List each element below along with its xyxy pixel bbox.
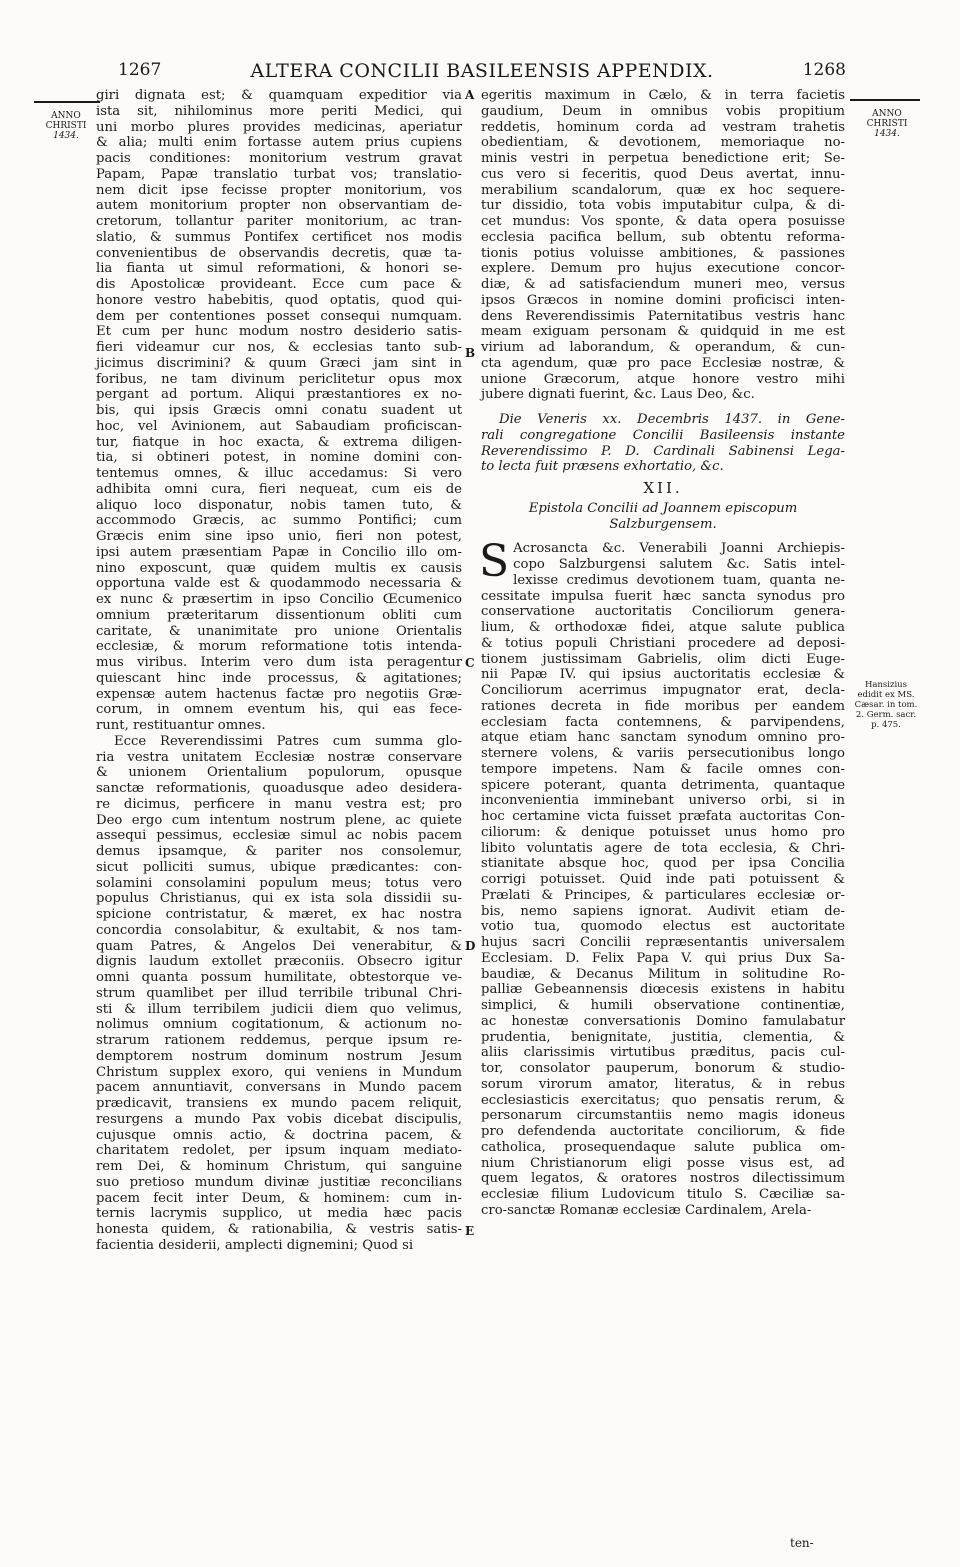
text-line: honore vestro habebitis, quod optatis, quod qui- xyxy=(96,292,462,308)
text-line: mus viribus. Interim vero dum ista peragentur xyxy=(96,655,462,670)
text-line: expensæ autem hactenus factæ pro negotiis Græ- xyxy=(96,686,462,702)
text-line: omnium præteritarum dissentionum obliti cum xyxy=(96,607,462,623)
text-line: to lecta fuit præsens exhortatio, &c. xyxy=(481,459,724,475)
section-letter-c: C xyxy=(465,656,475,670)
text-line: convenientibus de observandis decretis, quæ ta- xyxy=(96,245,462,261)
text-line: Conciliorum acerrimus impugnator erat, decla- xyxy=(481,683,845,698)
text-line: foribus, ne tam divinum periclitetur opus mox xyxy=(96,371,462,387)
margin-rule-right xyxy=(850,99,920,101)
page-number-right: 1268 xyxy=(802,60,846,80)
text-line: quiescant hinc inde processus, & agitationes; xyxy=(96,670,462,686)
text-line: slatio, & summus Pontifex certificet nos modis xyxy=(96,229,462,245)
text-line: aliquo loco disponatur, nobis tamen tuto, & xyxy=(96,497,462,513)
paragraph-gap xyxy=(481,532,845,541)
text-line: corrigi potuisset. Quid inde pati potuissent & xyxy=(481,872,845,887)
text-line: ecclesia pacifica bellum, sub obtentu reforma- xyxy=(481,229,845,245)
text-line: simplici, & humili observatione continentiæ, xyxy=(481,998,845,1013)
text-line: accommodo Græcis, ac summo Pontifici; cum xyxy=(96,513,462,529)
text-line: cta agendum, quæ pro pace Ecclesiæ nostræ, & xyxy=(481,355,845,371)
section-letter-d: D xyxy=(465,939,476,953)
text-line: Græcis enim sine ipso unio, fieri non potest, xyxy=(96,529,462,544)
text-line: demus ipsamque, & pariter nos consolemur, xyxy=(96,844,462,859)
margin-christi: CHRISTI xyxy=(45,121,87,131)
text-line: pergant ad portum. Aliqui præstantiores ex no- xyxy=(96,387,462,403)
text-line: personarum circumstantiis nemo magis idoneus xyxy=(481,1108,845,1124)
text-line: pacem annuntiavit, conversans in Mundo pacem xyxy=(96,1080,462,1096)
section-letter-a: A xyxy=(465,88,475,102)
text-line: prudentia, benignitate, justitia, clementia, & xyxy=(481,1029,845,1045)
text-line: hujus sacri Concilii repræsentantis universalem xyxy=(481,935,845,950)
text-line: diæ, & ad satisfaciendum muneri meo, versus xyxy=(481,277,845,292)
text-line: votio tua, quomodo electus est auctoritate xyxy=(481,919,845,935)
text-line: baudiæ, & Decanus Militum in solitudine Ro- xyxy=(481,966,845,982)
text-line: tur dissidio, tota vobis imputabitur culpa, & di- xyxy=(481,198,845,214)
text-line: Christum supplex exoro, qui veniens in Mundum xyxy=(96,1064,462,1080)
text-line: cus vero si feceritis, quod Deus avertat, innu- xyxy=(481,166,845,182)
margin-source-note xyxy=(850,680,922,730)
text-line: tentemus omnes, & illuc accedamus: Si vero xyxy=(96,466,462,481)
text-line: Et cum per hunc modum nostro desiderio satis- xyxy=(96,324,462,340)
text-line: Ecce Reverendissimi Patres cum summa glo- xyxy=(114,733,462,749)
text-line: ciliorum: & denique potuisset unus homo pro xyxy=(481,824,845,840)
text-line: palliæ Gebeannensis diœcesis existens in habitu xyxy=(481,982,845,998)
text-line: egeritis maximum in Cælo, & in terra facietis xyxy=(481,88,845,103)
text-line: tor, consolator pauperum, bonorum & studio- xyxy=(481,1061,845,1076)
text-line: assequi pessimus, ecclesiæ simul ac nobis pacem xyxy=(96,828,462,844)
section-title-line: Epistola Concilii ad Joannem episcopum xyxy=(528,500,798,516)
text-line: spicione contristatur, & mæret, ex hac nostra xyxy=(96,907,462,922)
text-line: uni morbo plures provides medicinas, aperiatur xyxy=(96,119,462,135)
margin-year-left xyxy=(34,111,98,141)
text-line: honesta quidem, & rationabilia, & vestris satis- xyxy=(96,1222,462,1237)
text-line: quem legatos, & oratores nostros dilectissimum xyxy=(481,1171,845,1187)
text-line: jicimus discrimini? & quum Græci jam sint in xyxy=(96,355,462,371)
text-line: Reverendissimo P. D. Cardinali Sabinensi Lega- xyxy=(481,443,845,459)
catchword: ten- xyxy=(790,1536,814,1550)
text-line: tempore impetens. Nam & facile omnes con- xyxy=(481,761,845,777)
text-line: atque etiam hanc sanctam synodum omnino pro- xyxy=(481,730,845,746)
text-line: tur, fiatque in hoc exacta, & extrema diligen- xyxy=(96,434,462,450)
text-line: nolimus omnium cogitationum, & actionum no- xyxy=(96,1017,462,1033)
text-line: caritate, & unanimitate pro unione Orientalis xyxy=(96,623,462,639)
text-line: bis, qui ipsis Græcis omni conatu suadent ut xyxy=(96,403,462,418)
text-line: reddetis, hominum corda ad vestram trahetis xyxy=(481,119,845,135)
text-line: ecclesiam facta contemnens, & parvipendens, xyxy=(481,714,845,730)
text-line: jubere dignati fuerint, &c. Laus Deo, &c. xyxy=(481,387,755,403)
text-line: Acrosancta &c. Venerabili Joanni Archiepis- xyxy=(513,541,845,557)
margin-note-line: p. 475. xyxy=(871,720,901,730)
left-text-column xyxy=(96,88,462,1254)
page-number-left: 1267 xyxy=(118,60,162,80)
text-line: re dicimus, perficere in manu vestra est; pro xyxy=(96,796,462,812)
text-line: cujusque omnis actio, & doctrina pacem, & xyxy=(96,1127,462,1143)
exhortation-ending xyxy=(481,88,845,403)
text-line: ista sit, nihilominus more periti Medici, qui xyxy=(96,103,462,119)
text-line: meam exiguam personam & quidquid in me est xyxy=(481,324,845,340)
text-line: resurgens a mundo Pax vobis dicebat discipulis, xyxy=(96,1111,462,1127)
text-line: facientia desiderii, amplecti dignemini; Quod si xyxy=(96,1237,414,1253)
text-line: charitatem redolet, per ipsum inquam mediato- xyxy=(96,1143,462,1159)
text-line: suo pretioso mundum divinæ justitiæ reconcilians xyxy=(96,1174,462,1190)
text-line: copo Salzburgensi salutem &c. Satis intel- xyxy=(513,557,845,572)
margin-year: 1434. xyxy=(874,129,900,139)
text-line: cretorum, tollantur pariter monitorium, ac tran- xyxy=(96,214,462,229)
text-line: explere. Demum pro hujus executione concor- xyxy=(481,261,845,277)
text-line: prædicavit, transiens ex mundo pacem reliquit, xyxy=(96,1096,462,1111)
section-number: XII. xyxy=(643,479,683,497)
text-line: strarum rationem reddemus, perque ipsum re- xyxy=(96,1033,462,1048)
text-line: tia, si obtineri potest, in nomine domini con- xyxy=(96,450,462,466)
text-line: Ecclesiam. D. Felix Papa V. qui prius Dux Sa- xyxy=(481,950,845,966)
text-line: nino exposcunt, quæ quidem multis ex causis xyxy=(96,560,462,576)
text-line: cro-sanctæ Romanæ ecclesiæ Cardinalem, Arela- xyxy=(481,1202,812,1218)
text-line: omni quanta possum humilitate, obtestorque ve- xyxy=(96,970,462,985)
text-line: virium ad laborandum, & operandum, & cun- xyxy=(481,340,845,355)
date-note xyxy=(481,412,845,475)
letter-lines xyxy=(479,536,845,1218)
text-line: opportuna valde est & quodammodo necessaria & xyxy=(96,576,462,592)
text-line: fieri videamur cur nos, & ecclesias tanto sub- xyxy=(96,340,462,355)
running-header xyxy=(118,60,846,84)
text-line: ecclesiæ, & morum reformatione totis intenda- xyxy=(96,639,462,655)
text-line: lia fianta ut simul reformationi, & honori se- xyxy=(96,261,462,277)
text-line: nem dicit ipse fecisse propter monitorium, vos xyxy=(96,182,462,198)
text-line: nium Christianorum eligi posse visus est, ad xyxy=(481,1155,845,1171)
text-line: ex nunc & præsertim in ipso Concilio Œcumenico xyxy=(96,592,462,607)
margin-rule-left xyxy=(34,101,100,103)
section-title-line: Salzburgensem. xyxy=(609,516,717,532)
text-line: rali congregatione Concilii Basileensis instante xyxy=(481,427,845,443)
right-text-column xyxy=(481,88,845,1219)
text-line: ecclesiasticis exercitatus; quo pensatis rerum, & xyxy=(481,1092,845,1108)
letter-body xyxy=(479,536,845,1218)
margin-anno: ANNO xyxy=(51,111,81,121)
text-line: corum, in omnem eventum his, qui eas fece- xyxy=(96,702,462,718)
margin-note-line: Hansizius xyxy=(864,680,908,690)
text-line: runt, restituantur omnes. xyxy=(96,718,266,733)
margin-note-line: edidit ex MS. xyxy=(857,690,915,700)
text-line: lium, & orthodoxæ fidei, atque salute publica xyxy=(481,620,845,635)
text-line: cet mundus: Vos sponte, & data opera posuisse xyxy=(481,214,845,229)
text-line: adhibita omni cura, fieri nequeat, cum eis de xyxy=(96,481,462,497)
paragraph-gap xyxy=(481,403,845,412)
text-line: rationes decreta in fide moribus per eandem xyxy=(481,698,845,714)
text-line: nii Papæ IV. qui ipsius auctoritatis ecclesiæ & xyxy=(481,667,845,683)
text-line: demptorem nostrum dominum nostrum Jesum xyxy=(96,1048,462,1064)
running-title: ALTERA CONCILII BASILEENSIS APPENDIX. xyxy=(250,60,714,82)
text-line: pacem fecit inter Deum, & hominem: cum in- xyxy=(96,1190,462,1206)
text-line: Papam, Papæ translatio turbat vos; translatio- xyxy=(96,166,462,182)
text-line: unione Græcorum, atque honore vestro mihi xyxy=(481,371,845,387)
text-line: hoc, vel Avinionem, aut Sabaudiam proficiscan- xyxy=(96,418,462,434)
text-line: sorum virorum amator, literatus, & in rebus xyxy=(481,1076,845,1092)
text-line: catholica, prosequendaque salute publica om- xyxy=(481,1139,845,1155)
text-line: ipsos Græcos in nomine domini proficisci inten- xyxy=(481,292,845,308)
text-line: dignis laudum extollet præconiis. Obsecro igitur xyxy=(96,954,462,970)
margin-note-line: Cæsar. in tom. xyxy=(854,700,918,710)
text-line: minis vestri in perpetua benedictione erit; Se- xyxy=(481,151,845,166)
text-line: dem per contentiones posset consequi numquam. xyxy=(96,308,462,324)
text-line: bis, nemo sapiens ignorat. Audivit etiam de- xyxy=(481,903,845,919)
text-line: spicere poterant, quanta detrimenta, quantaque xyxy=(481,777,845,793)
text-line: populus Christianus, qui ex ista sola dissidii su- xyxy=(96,891,462,907)
text-line: & unionem Orientalium populorum, opusque xyxy=(96,765,462,781)
section-letter-b: B xyxy=(465,346,476,360)
text-line: autem monitorium propter non observantiam de- xyxy=(96,198,462,214)
text-line: sicut polliciti sumus, ubique prædicantes: con- xyxy=(96,859,462,875)
text-line: merabilium scandalorum, quæ ex hoc sequere- xyxy=(481,182,845,198)
section-letter-e: E xyxy=(465,1224,475,1238)
text-line: libito voluntatis agere de tota ecclesia, & Chri- xyxy=(481,840,845,856)
text-line: & totius populi Christiani procedere ad deposi- xyxy=(481,635,845,651)
text-line: tionem justissimam Gabrielis, olim dicti Euge- xyxy=(481,651,845,667)
text-line: sternere volens, & variis persecutionibus longo xyxy=(481,746,845,761)
text-line: sti & illum terribilem judicii diem quo velimus, xyxy=(96,1001,462,1017)
text-line: ternis lacrymis supplico, ut media hæc pacis xyxy=(96,1206,462,1222)
margin-christi: CHRISTI xyxy=(866,119,908,129)
text-line: obedientiam, & devotionem, memoriaque no- xyxy=(481,135,845,151)
text-line: dis Apostolicæ provideant. Ecce cum pace & xyxy=(96,277,462,292)
text-line: dens Reverendissimis Paternitatibus vestris hanc xyxy=(481,308,845,324)
text-line: solamini consolamini populum meus; totus vero xyxy=(96,875,462,891)
text-line: hoc certamine victa fuisset præfata auctoritas Con- xyxy=(481,809,845,824)
text-line: pacis conditiones: monitorium vestrum gravat xyxy=(96,151,462,166)
text-line: Die Veneris xx. Decembris 1437. in Gene- xyxy=(499,412,845,427)
text-line: sanctæ reformationis, quoadusque adeo desidera- xyxy=(96,781,462,796)
text-line: ipsi autem præsentiam Papæ in Concilio illo om- xyxy=(96,544,462,560)
text-line: concordia consolabitur, & exultabit, & nos tam- xyxy=(96,922,462,938)
text-line: giri dignata est; & quamquam expeditior via xyxy=(96,88,462,103)
text-line: gaudium, Deum in omnibus vobis propitium xyxy=(481,103,845,119)
margin-anno: ANNO xyxy=(872,109,902,119)
text-line: cessitate impulsa fuerit hæc sancta synodus pro xyxy=(481,588,845,604)
text-line: & alia; multi enim fortasse autem prius cupiens xyxy=(96,135,462,151)
margin-note-line: 2. Germ. sacr. xyxy=(855,710,917,720)
text-line: Prælati & Principes, & particulares ecclesiæ or- xyxy=(481,887,845,903)
text-line: stianitate absque hoc, quod per ipsa Concilia xyxy=(481,856,845,872)
text-line: rem Dei, & hominum Christum, qui sanguine xyxy=(96,1159,462,1174)
text-line: Deo ergo cum intentum nostrum plene, ac quiete xyxy=(96,812,462,828)
text-line: pro defendenda auctoritate conciliorum, & fide xyxy=(481,1124,845,1139)
text-line: lexisse credimus devotionem tuam, quanta ne- xyxy=(513,572,845,588)
text-line: aliis clarissimis virtutibus præditus, pacis cul- xyxy=(481,1045,845,1061)
margin-year-right xyxy=(852,109,922,139)
text-line: strum quamlibet per illud terribile tribunal Chri- xyxy=(96,985,462,1001)
text-line: inconvenientia imminebant universo orbi, si in xyxy=(481,793,845,809)
margin-year: 1434. xyxy=(53,131,79,141)
text-line: tionis potius voluisse ambitiones, & passiones xyxy=(481,245,845,261)
text-line: ria vestra unitatem Ecclesiæ nostræ conservare xyxy=(96,749,462,765)
text-line: ac honestæ conversationis Domino famulabatur xyxy=(481,1013,845,1029)
text-line: ecclesiæ filium Ludovicum titulo S. Cæciliæ sa- xyxy=(481,1187,845,1202)
text-line: quam Patres, & Angelos Dei venerabitur, & xyxy=(96,938,462,954)
text-line: conservatione auctoritatis Conciliorum genera- xyxy=(481,604,845,620)
drop-capital: S xyxy=(479,536,510,588)
